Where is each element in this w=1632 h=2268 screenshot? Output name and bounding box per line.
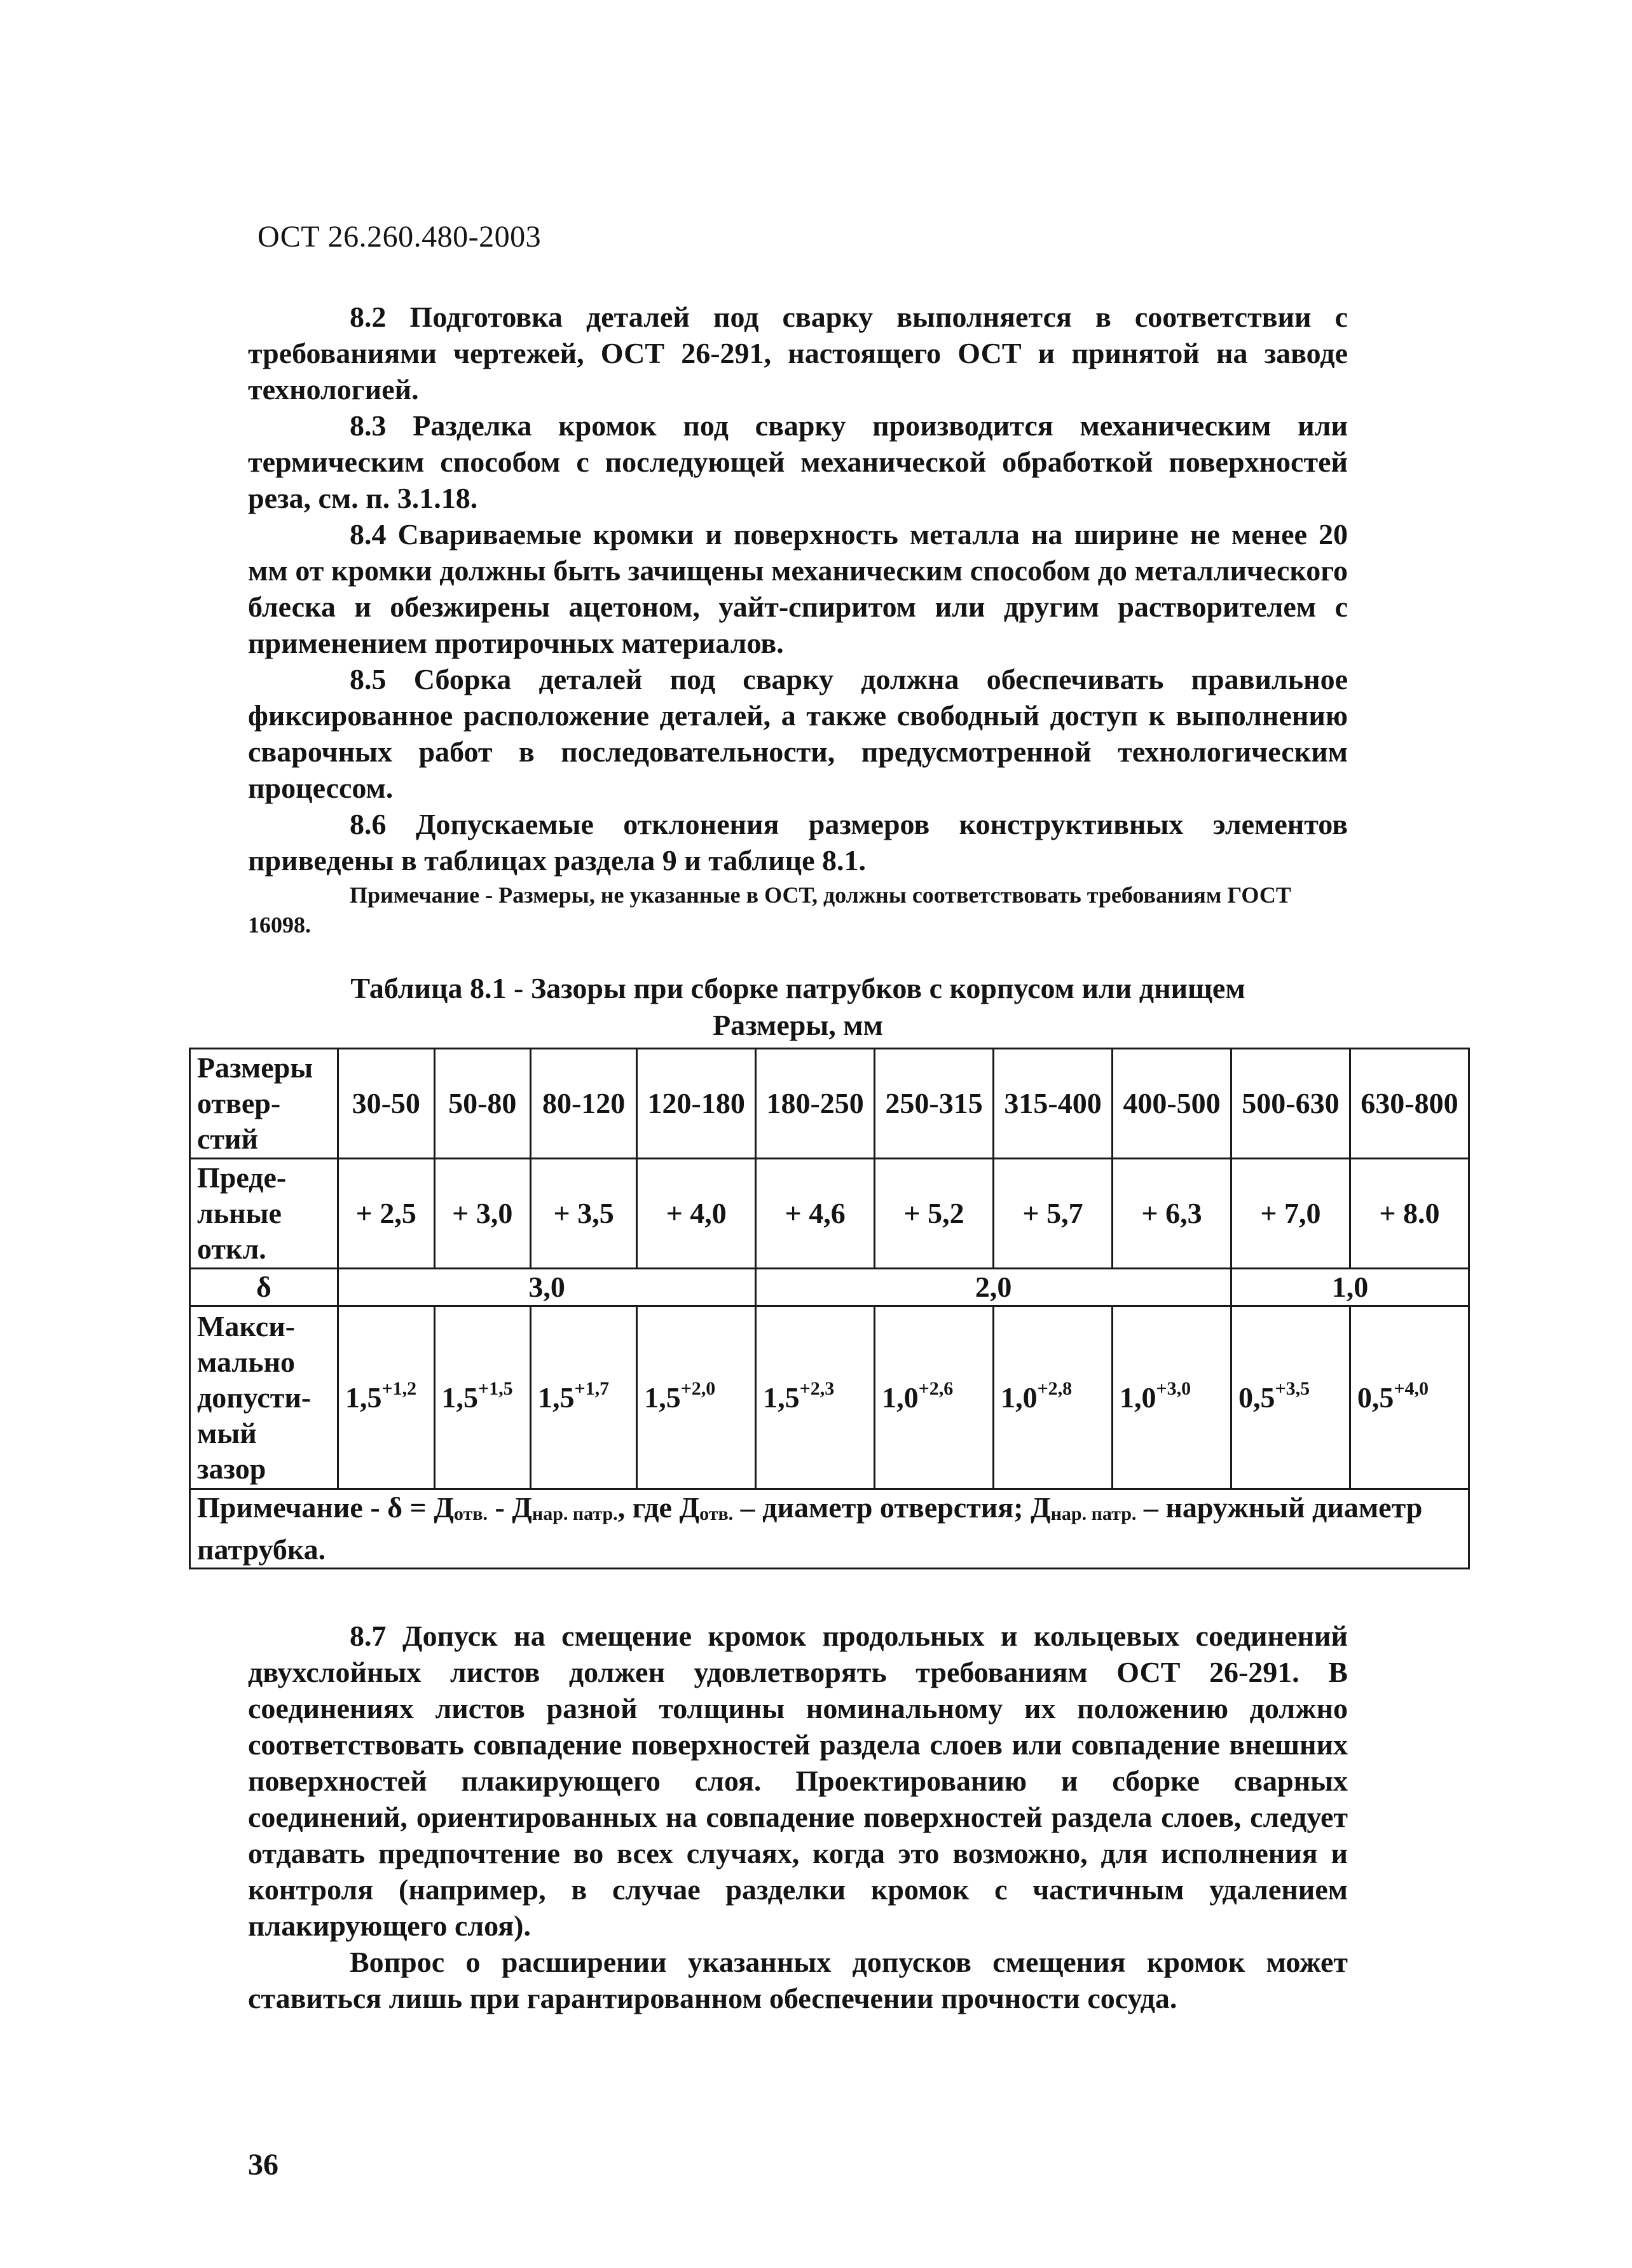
paragraph-8-7: 8.7 Допуск на смещение кромок продольных и кольцевых соединений двухслойных листов должен удовлетворять требованиям ОСТ 26-291. В соединениях листов разной толщины номинальному их положению должно соответствовать совпадение поверхностей раздела слоев или совпадение внешних поверхностей плакирующего слоя. Проектированию и сборке сварных соединений, ориентированных на совпадение поверхностей раздела слоев, следует отдавать предпочтение во всех случаях, когда это возможно, для исполнения и контроля (например, в случае разделки кромок с частичным удалением плакирующего слоя). <box>248 1620 1348 1942</box>
gap-cell: $0,5^{+3,5}$ <box>1231 1306 1350 1489</box>
section-8-7-paragraphs <box>248 1618 1348 2016</box>
limit-cell: + 5,2 <box>875 1159 994 1269</box>
row-header-delta: δ <box>190 1269 338 1306</box>
gap-cell: $1,5^{+1,5}$ <box>434 1306 531 1489</box>
table-title: Таблица 8.1 - Зазоры при сборке патрубков с корпусом или днищем <box>350 972 1245 1004</box>
gap-cell: $0,5^{+4,0}$ <box>1350 1306 1469 1489</box>
size-cell: 250-315 <box>875 1049 994 1159</box>
size-cell: 400-500 <box>1113 1049 1231 1159</box>
table-row-max-gap <box>190 1306 1469 1489</box>
table-row-limits <box>190 1159 1469 1269</box>
table-row-delta <box>190 1269 1469 1306</box>
document-code: ОСТ 26.260.480-2003 <box>257 220 542 254</box>
gap-cell: $1,0^{+2,8}$ <box>994 1306 1113 1489</box>
limit-cell: + 3,5 <box>531 1159 637 1269</box>
delta-cell: 3,0 <box>338 1269 756 1306</box>
table-row-sizes <box>190 1049 1469 1159</box>
note-gost: Примечание - Размеры, не указанные в ОСТ, должны соответствовать требованиям ГОСТ 16098. <box>248 882 1291 938</box>
size-cell: 80-120 <box>531 1049 637 1159</box>
paragraph-8-6: 8.6 Допускаемые отклонения размеров конструктивных элементов приведены в таблицах раздела 9 и таблице 8.1. <box>248 808 1348 877</box>
paragraph-8-5: 8.5 Сборка деталей под сварку должна обеспечивать правильное фиксированное расположение деталей, а также свободный доступ к выполнению сварочных работ в последовательности, предусмотренной технологическим процессом. <box>248 663 1348 804</box>
page-number: 36 <box>248 2148 278 2182</box>
delta-cell: 2,0 <box>756 1269 1231 1306</box>
limit-cell: + 4,0 <box>637 1159 756 1269</box>
row-header-sizes: Размеры отвер-стий <box>190 1049 338 1159</box>
limit-cell: + 3,0 <box>434 1159 531 1269</box>
size-cell: 630-800 <box>1350 1049 1469 1159</box>
paragraph-8-3: 8.3 Разделка кромок под сварку производится механическим или термическим способом с последующей механической обработкой поверхностей реза, см. п. 3.1.18. <box>248 409 1348 514</box>
paragraph-8-4: 8.4 Свариваемые кромки и поверхность металла на ширине не менее 20 мм от кромки должны быть зачищены механическим способом до металлического блеска и обезжирены ацетоном, уайт-спиритом или другим растворителем с применением протирочных материалов. <box>248 518 1348 659</box>
table-units: Размеры, мм <box>713 1009 883 1041</box>
row-header-max-gap: Макси-мально допусти-мый зазор <box>190 1306 338 1489</box>
size-cell: 500-630 <box>1231 1049 1350 1159</box>
gap-cell: $1,5^{+2,0}$ <box>637 1306 756 1489</box>
size-cell: 30-50 <box>338 1049 435 1159</box>
gaps-table <box>189 1048 1470 1569</box>
limit-cell: + 4,6 <box>756 1159 875 1269</box>
section-8-paragraphs <box>248 299 1348 878</box>
size-cell: 50-80 <box>434 1049 531 1159</box>
gap-cell: $1,5^{+1,2}$ <box>338 1306 435 1489</box>
paragraph-question: Вопрос о расширении указанных допусков смещения кромок может ставиться лишь при гарантированном обеспечении прочности сосуда. <box>248 1946 1348 2014</box>
size-cell: 315-400 <box>994 1049 1113 1159</box>
row-header-limits: Преде-льные откл. <box>190 1159 338 1269</box>
limit-cell: + 8.0 <box>1350 1159 1469 1269</box>
limit-cell: + 7,0 <box>1231 1159 1350 1269</box>
table-row-note <box>190 1489 1469 1569</box>
gap-cell: $1,5^{+2,3}$ <box>756 1306 875 1489</box>
limit-cell: + 6,3 <box>1113 1159 1231 1269</box>
table-note: Примечание - $\delta = Д_{отв.} - Д_{нар. патр.}$, где $Д_{отв.}$ – диаметр отверстия; $Д_{нар. патр.}$ – наружный диаметр патрубка. <box>190 1489 1469 1569</box>
size-cell: 120-180 <box>637 1049 756 1159</box>
limit-cell: + 2,5 <box>338 1159 435 1269</box>
size-cell: 180-250 <box>756 1049 875 1159</box>
gap-cell: $1,0^{+3,0}$ <box>1113 1306 1231 1489</box>
paragraph-8-2: 8.2 Подготовка деталей под сварку выполняется в соответствии с требованиями чертежей, ОСТ 26-291, настоящего ОСТ и принятой на заводе технологией. <box>248 301 1348 406</box>
gap-cell: $1,0^{+2,6}$ <box>875 1306 994 1489</box>
delta-cell: 1,0 <box>1231 1269 1469 1306</box>
gap-cell: $1,5^{+1,7}$ <box>531 1306 637 1489</box>
limit-cell: + 5,7 <box>994 1159 1113 1269</box>
